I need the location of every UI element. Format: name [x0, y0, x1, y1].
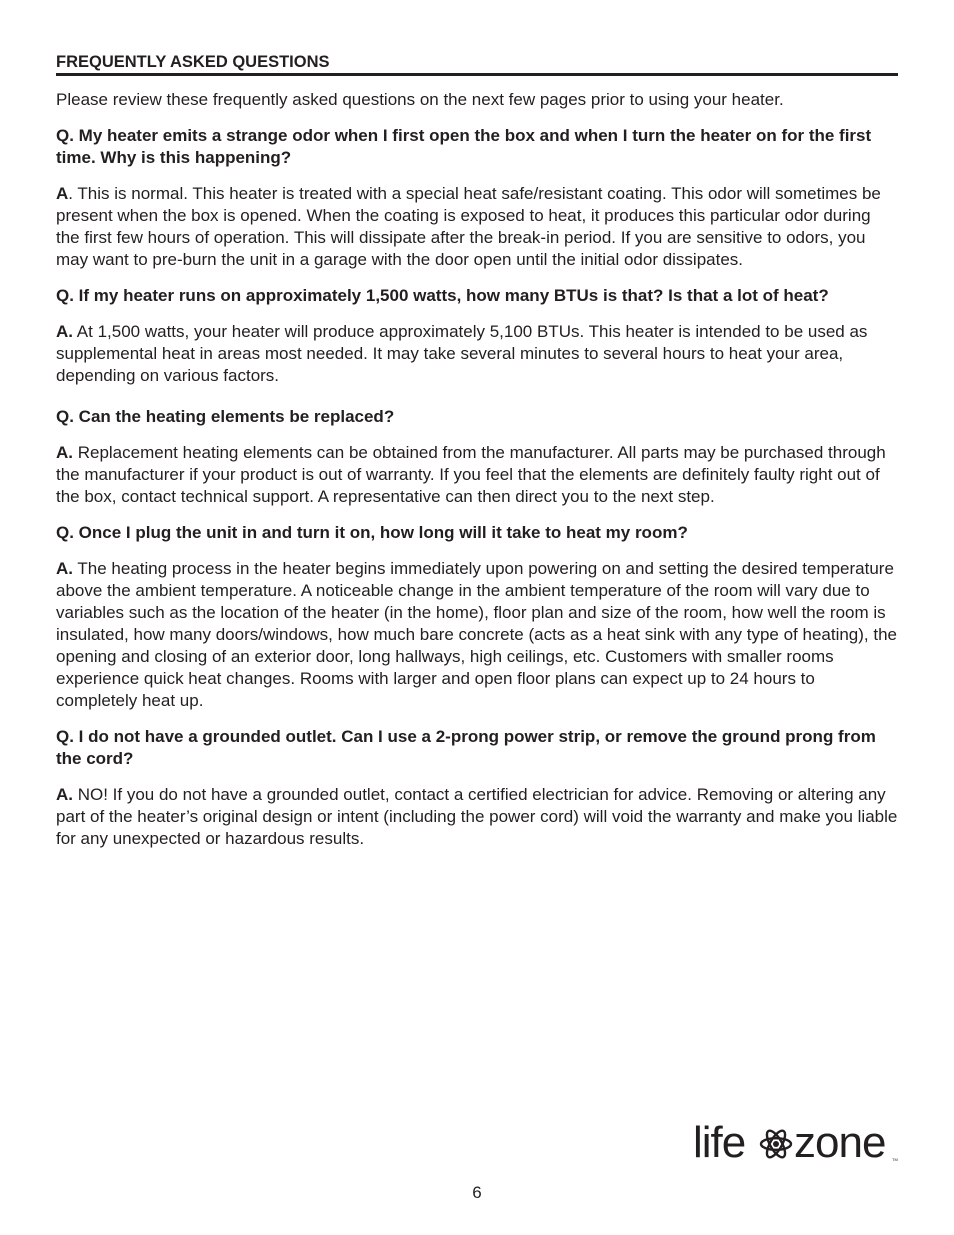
faq-question-2: Q. If my heater runs on approximately 1,500 watts, how many BTUs is that? Is that a lot of heat?	[56, 286, 829, 305]
atom-icon	[761, 1128, 791, 1160]
faq-question-3: Q. Can the heating elements be replaced?	[56, 407, 395, 426]
answer-text: At 1,500 watts, your heater will produce approximately 5,100 BTUs. This heater is intended to be used as supplemental heat in areas most needed. It may take several minutes to several hours to heat your area, depending on various factors.	[56, 322, 868, 385]
answer-label: A.	[56, 443, 73, 462]
trademark-mark: TM	[892, 1157, 898, 1162]
lifezone-logo	[693, 1116, 903, 1172]
faq-question-4: Q. Once I plug the unit in and turn it on, how long will it take to heat my room?	[56, 523, 688, 542]
faq-answer-1	[56, 183, 898, 271]
faq-answer-4	[56, 558, 898, 712]
answer-text: . This is normal. This heater is treated with a special heat safe/resistant coating. This odor will sometimes be present when the box is opened. When the coating is exposed to heat, it produces this particular odor during the first few hours of operation. This will dissipate after the break-in period. If you are sensitive to odors, you may want to pre-burn the unit in a garage with the door open until the initial odor dissipates.	[56, 184, 881, 269]
answer-text: The heating process in the heater begins immediately upon powering on and setting the desired temperature above the ambient temperature. A noticeable change in the ambient temperature of the room will vary due to variables such as the location of the heater (in the home), floor plan and size of the room, how well the room is insulated, how many doors/windows, how much bare concrete (acts as a heat sink with any type of heating), the opening and closing of an exterior door, long hallways, high ceilings, etc. Customers with smaller rooms experience quick heat changes. Rooms with larger and open floor plans can expect up to 24 hours to completely heat up.	[56, 559, 898, 710]
intro-text: Please review these frequently asked questions on the next few pages prior to using your heater.	[56, 90, 784, 109]
logo-text-left: life	[693, 1118, 746, 1167]
answer-text: NO! If you do not have a grounded outlet, contact a certified electrician for advice. Removing or altering any part of the heater’s original design or intent (including the power cord) will void the warranty and make you liable for any unexpected or hazardous results.	[56, 785, 898, 848]
section-header: FREQUENTLY ASKED QUESTIONS	[56, 52, 898, 76]
faq-question-1: Q. My heater emits a strange odor when I first open the box and when I turn the heater on for the first time. Why is this happening?	[56, 126, 872, 167]
faq-page	[56, 52, 898, 850]
faq-answer-5	[56, 784, 898, 850]
faq-answer-2	[56, 321, 898, 387]
faq-answer-3	[56, 442, 898, 508]
answer-label: A.	[56, 559, 73, 578]
answer-label: A	[56, 184, 69, 203]
answer-label: A.	[56, 785, 73, 804]
logo-text-right: zone	[794, 1118, 886, 1167]
faq-question-5: Q. I do not have a grounded outlet. Can I use a 2-prong power strip, or remove the ground prong from the cord?	[56, 727, 876, 768]
page-number: 6	[472, 1183, 482, 1202]
answer-text: Replacement heating elements can be obtained from the manufacturer. All parts may be purchased through the manufacturer if your product is out of warranty. If you feel that the elements are definitely faulty right out of the box, contact technical support. A representative can then direct you to the next step.	[56, 443, 886, 506]
answer-label: A.	[56, 322, 73, 341]
